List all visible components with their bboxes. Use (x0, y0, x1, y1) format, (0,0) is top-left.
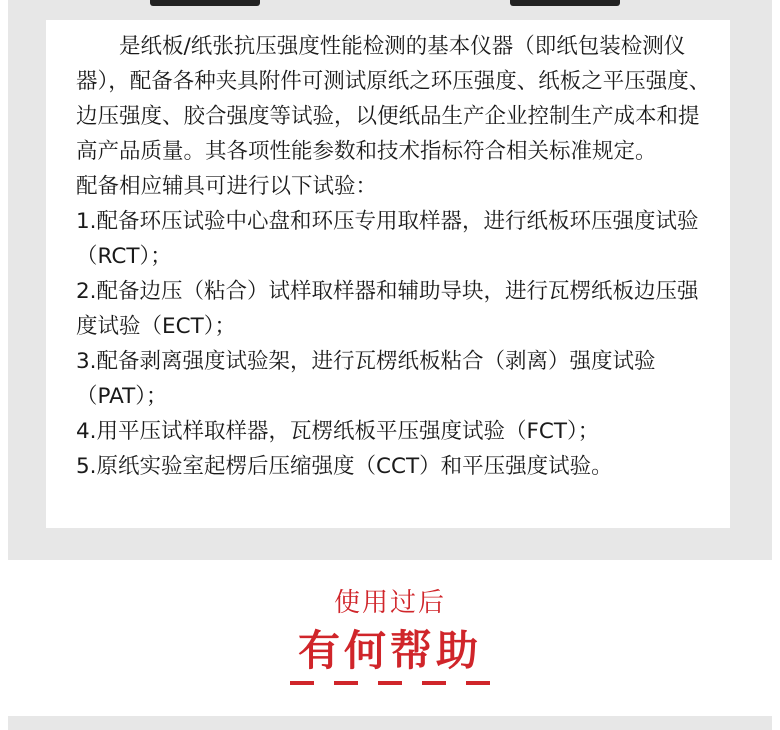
test-item-5: 5.原纸实验室起楞后压缩强度（CCT）和平压强度试验。 (76, 454, 613, 479)
underline-dash (422, 681, 446, 685)
underline-dash (334, 681, 358, 685)
test-item-3: 3.配备剥离强度试验架，进行瓦楞纸板粘合（剥离）强度试验（PAT）； (76, 349, 656, 409)
test-item-1: 1.配备环压试验中心盘和环压专用取样器，进行纸板环压强度试验（RCT）； (76, 209, 699, 269)
title-underline-dashes (290, 681, 490, 685)
test-item-4: 4.用平压试样取样器，瓦楞纸板平压强度试验（FCT）； (76, 419, 600, 444)
description-card (46, 20, 730, 528)
test-item-2: 2.配备边压（粘合）试样取样器和辅助导块，进行瓦楞纸板边压强度试验（ECT）； (76, 279, 699, 339)
intro-paragraph: 是纸板/纸张抗压强度性能检测的基本仪器（即纸包装检测仪器），配备各种夹具附件可测试原纸之环压强度、纸板之平压强度、边压强度、胶合强度等试验，以便纸品生产企业控制生产成本和提高产品质量。其各项性能参数和技术指标符合相关标准规定。 (76, 34, 711, 164)
section-title: 有何帮助 (297, 626, 482, 675)
test-list-lead: 配备相应辅具可进行以下试验： (76, 174, 378, 199)
underline-dash (378, 681, 402, 685)
underline-dash (466, 681, 490, 685)
cropped-heading-fragment (120, 0, 680, 10)
section-subtitle: 使用过后 (333, 588, 446, 618)
underline-dash (290, 681, 314, 685)
next-section-background (8, 716, 772, 730)
description-text (76, 29, 716, 484)
